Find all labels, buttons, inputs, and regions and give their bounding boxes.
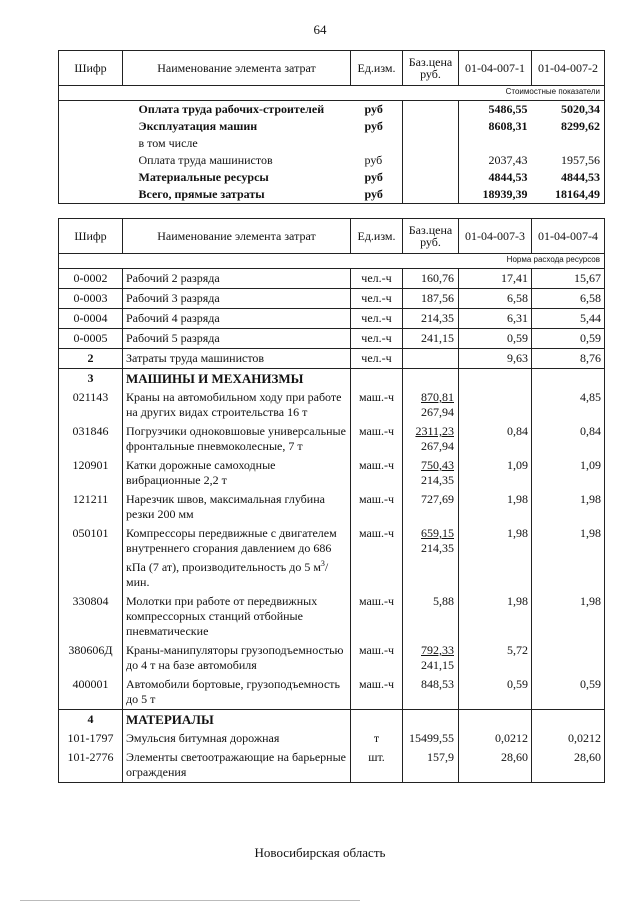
row-base-price: 792,33: [421, 643, 454, 657]
row-value-2: 1,09: [532, 456, 605, 490]
table-row: [59, 490, 605, 524]
row-value-2: 0,84: [532, 422, 605, 456]
row-value-1: 6,31: [459, 309, 532, 329]
row-value-2: 1957,56: [532, 152, 605, 169]
row-code: 0-0004: [59, 309, 123, 329]
row-value-1: 0,84: [459, 422, 532, 456]
header-code: Шифр: [59, 219, 123, 254]
row-unit: маш.-ч: [351, 456, 403, 490]
row-base-price: 5,88: [403, 592, 459, 641]
row-name: Элементы светоотражающие на барьерные ограждения: [123, 748, 351, 783]
row-value-1: 4844,53: [488, 170, 528, 184]
row-code: 2: [59, 349, 123, 369]
row-unit: руб: [351, 186, 403, 204]
row-value-2: 5020,34: [532, 101, 605, 119]
table-row: [59, 289, 605, 309]
row-unit: маш.-ч: [351, 675, 403, 710]
table-row: [59, 675, 605, 710]
row-base-price: 848,53: [403, 675, 459, 710]
row-value-2: 28,60: [532, 748, 605, 783]
section-number: 3: [59, 369, 123, 389]
table-row: [59, 118, 605, 135]
row-name: Автомобили бортовые, грузоподъемность до 5 т: [123, 675, 351, 710]
table-row: [59, 329, 605, 349]
row-value-2: 15,67: [532, 269, 605, 289]
table-row: [59, 135, 605, 152]
row-value-1: 6,58: [459, 289, 532, 309]
footer-region: Новосибирская область: [254, 845, 386, 860]
row-base-price: 187,56: [403, 289, 459, 309]
row-base-price: 870,81: [421, 390, 454, 404]
row-unit: чел.-ч: [351, 289, 403, 309]
row-name: Затраты труда машинистов: [123, 349, 351, 369]
row-name: Всего, прямые затраты: [123, 186, 351, 204]
row-value-1: [459, 388, 532, 422]
row-unit: чел.-ч: [351, 349, 403, 369]
row-unit: маш.-ч: [351, 490, 403, 524]
row-value-1: 18939,39: [459, 186, 532, 204]
row-unit: маш.-ч: [351, 641, 403, 675]
row-value-2: 0,0212: [532, 729, 605, 748]
row-base-price: 659,15: [421, 526, 454, 540]
row-name: Компрессоры передвижные с двигателем внутреннего сгорания давлением до 686 кПа (7 ат), производительность до 5 м: [126, 526, 337, 574]
row-unit: шт.: [351, 748, 403, 783]
table-row: [59, 152, 605, 169]
header-name: Наименование элемента затрат: [123, 219, 351, 254]
row-base-price: 241,15: [403, 329, 459, 349]
table-row: [59, 186, 605, 204]
row-name: Рабочий 2 разряда: [123, 269, 351, 289]
table-row: [59, 592, 605, 641]
header-base-price: Баз.цена руб.: [403, 51, 459, 86]
row-name: Краны-манипуляторы грузоподъемностью до 4 т на базе автомобиля: [123, 641, 351, 675]
row-name-tail: /мин.: [126, 560, 329, 589]
row-base-price-machinist: 241,15: [421, 658, 454, 672]
row-base-price: 157,9: [403, 748, 459, 783]
table-row: [59, 101, 605, 119]
row-value-2: 18164,49: [532, 186, 605, 204]
table-row: [59, 349, 605, 369]
header-col5: 01-04-007-1: [459, 51, 532, 86]
table-row: [59, 388, 605, 422]
row-value-1: 1,98: [459, 524, 532, 592]
row-code: 031846: [59, 422, 123, 456]
row-base-price: 160,76: [403, 269, 459, 289]
header-base-price: Баз.цена руб.: [403, 219, 459, 254]
table-row: [59, 169, 605, 186]
row-code: 101-2776: [59, 748, 123, 783]
header-unit: Ед.изм.: [351, 219, 403, 254]
row-value-1: 0,59: [459, 329, 532, 349]
row-value-2: 5,44: [532, 309, 605, 329]
subheader-row: [59, 86, 605, 101]
row-code: 021143: [59, 388, 123, 422]
row-value-2: 1,98: [532, 524, 605, 592]
row-code: 0-0005: [59, 329, 123, 349]
cost-indicators-table: [58, 50, 605, 204]
section-row: [59, 369, 605, 389]
row-value-2: 8,76: [532, 349, 605, 369]
row-unit: руб: [364, 119, 383, 133]
table-row: [59, 422, 605, 456]
row-value-2: 0,59: [532, 329, 605, 349]
row-value-1: 0,59: [459, 675, 532, 710]
section-row: [59, 710, 605, 730]
row-value-2: 4,85: [532, 388, 605, 422]
row-base-price: 750,43: [421, 458, 454, 472]
row-name: Погрузчики одноковшовые универсальные фронтальные пневмоколесные, 7 т: [123, 422, 351, 456]
row-base-price: 727,69: [403, 490, 459, 524]
table-row: [59, 269, 605, 289]
row-unit: маш.-ч: [351, 422, 403, 456]
row-code: 0-0003: [59, 289, 123, 309]
row-code: 330804: [59, 592, 123, 641]
row-code: 121211: [59, 490, 123, 524]
header-code: Шифр: [59, 51, 123, 86]
row-code: 380606Д: [59, 641, 123, 675]
row-code: 0-0002: [59, 269, 123, 289]
header-col6: 01-04-007-4: [532, 219, 605, 254]
row-name: Краны на автомобильном ходу при работе на других видах строительства 16 т: [123, 388, 351, 422]
row-unit: руб: [364, 153, 383, 167]
header-col6: 01-04-007-2: [532, 51, 605, 86]
row-value-2: 4844,53: [532, 169, 605, 186]
row-value-1: 1,98: [459, 592, 532, 641]
row-base-price: 2311,23: [415, 424, 454, 438]
row-unit: чел.-ч: [351, 309, 403, 329]
header-name: Наименование элемента затрат: [123, 51, 351, 86]
row-name: в том числе: [138, 136, 198, 150]
row-value-1: 17,41: [459, 269, 532, 289]
row-value-2: 8299,62: [532, 118, 605, 135]
row-name: Катки дорожные самоходные вибрационные 2,2 т: [123, 456, 351, 490]
row-base-price: 214,35: [403, 309, 459, 329]
row-name: Рабочий 3 разряда: [123, 289, 351, 309]
row-base-price-machinist: 214,35: [421, 473, 454, 487]
row-name-superscript: 3: [320, 559, 325, 568]
header-unit: Ед.изм.: [351, 51, 403, 86]
row-code: 400001: [59, 675, 123, 710]
row-unit: чел.-ч: [351, 269, 403, 289]
row-base-price-machinist: 214,35: [421, 541, 454, 555]
table-header-row: [59, 51, 605, 86]
row-name: Эмульсия битумная дорожная: [123, 729, 351, 748]
subheader-cost-indicators: Стоимостные показатели: [59, 86, 605, 101]
table-header-row: [59, 219, 605, 254]
section-number: 4: [59, 710, 123, 730]
section-title: МАТЕРИАЛЫ: [123, 710, 351, 730]
row-value-1: 2037,43: [488, 153, 528, 167]
row-unit: руб: [364, 170, 383, 184]
section-title: МАШИНЫ И МЕХАНИЗМЫ: [123, 369, 351, 389]
row-value-1: 1,09: [459, 456, 532, 490]
row-base-price: 15499,55: [403, 729, 459, 748]
table-row: [59, 524, 605, 592]
row-unit: маш.-ч: [351, 388, 403, 422]
row-name: Оплата труда рабочих-строителей: [138, 102, 325, 116]
row-value-1: 5486,55: [488, 102, 528, 116]
row-unit: чел.-ч: [351, 329, 403, 349]
row-name: Рабочий 5 разряда: [123, 329, 351, 349]
row-value-1: 8608,31: [488, 119, 528, 133]
row-code: 120901: [59, 456, 123, 490]
row-name: Материальные ресурсы: [138, 170, 269, 184]
row-code: 050101: [59, 524, 123, 592]
row-name: Оплата труда машинистов: [138, 153, 273, 167]
subheader-resource-norms: Норма расхода ресурсов: [59, 254, 605, 269]
row-base-price-machinist: 267,94: [421, 405, 454, 419]
header-col5: 01-04-007-3: [459, 219, 532, 254]
row-value-2: 1,98: [532, 490, 605, 524]
row-value-1: 0,0212: [459, 729, 532, 748]
row-name: Рабочий 4 разряда: [123, 309, 351, 329]
table-row: [59, 309, 605, 329]
scan-edge-line: [20, 900, 360, 901]
row-base-price-machinist: 267,94: [421, 439, 454, 453]
subheader-row: [59, 254, 605, 269]
row-value-2: 6,58: [532, 289, 605, 309]
table-row: [59, 456, 605, 490]
table-row: [59, 641, 605, 675]
row-value-1: 9,63: [459, 349, 532, 369]
row-code: 101-1797: [59, 729, 123, 748]
row-value-2: 0,59: [532, 675, 605, 710]
row-name: Эксплуатация машин: [138, 119, 258, 133]
table-row: [59, 748, 605, 783]
row-value-2: [532, 641, 605, 675]
row-name-cell: [123, 524, 351, 592]
resource-norms-table: [58, 218, 605, 783]
row-value-1: 5,72: [459, 641, 532, 675]
row-value-1: 1,98: [459, 490, 532, 524]
page-number: 64: [313, 22, 327, 37]
row-unit: руб: [364, 102, 383, 116]
row-value-1: 28,60: [459, 748, 532, 783]
row-name: Нарезчик швов, максимальная глубина резки 200 мм: [123, 490, 351, 524]
row-name: Молотки при работе от передвижных компрессорных станций отбойные пневматические: [123, 592, 351, 641]
row-unit: т: [351, 729, 403, 748]
row-unit: маш.-ч: [351, 592, 403, 641]
row-unit: маш.-ч: [351, 524, 403, 592]
row-value-2: 1,98: [532, 592, 605, 641]
table-row: [59, 729, 605, 748]
